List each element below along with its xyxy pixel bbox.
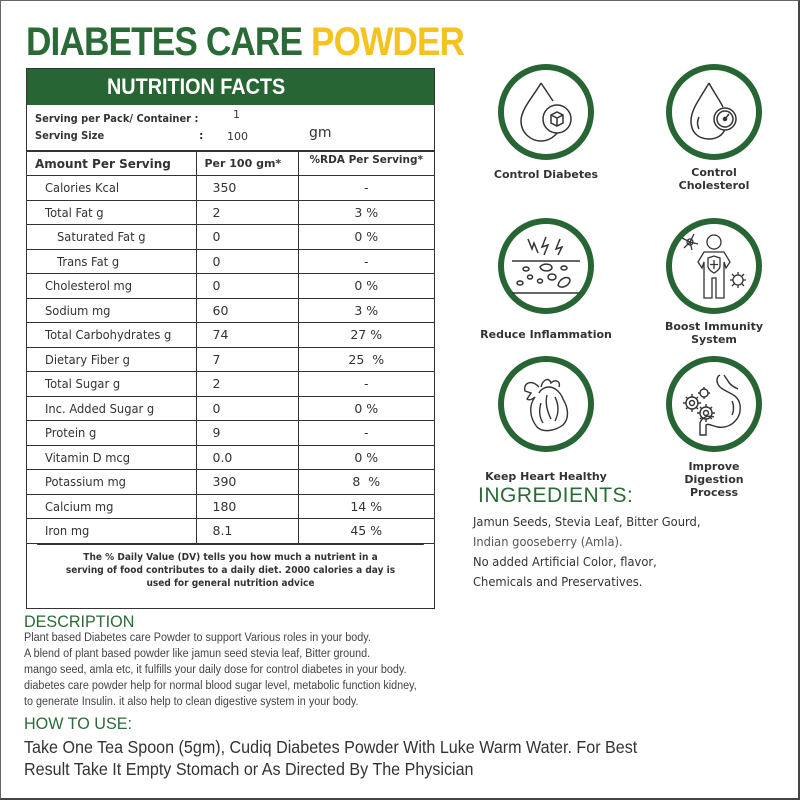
blood-drop-sugar-cube-icon: [498, 64, 594, 160]
nutrient-name: Calories Kcal: [27, 176, 196, 201]
table-row: [27, 519, 434, 544]
nutrient-name: Dietary Fiber g: [27, 347, 196, 372]
nutrient-rda: -: [298, 372, 434, 397]
nutrient-rda: 3 %: [298, 200, 434, 225]
ingredients-line: Jamun Seeds, Stevia Leaf, Bitter Gourd,: [473, 514, 701, 529]
how-to-use-heading: HOW TO USE:: [24, 714, 132, 733]
benefit-improve-digestion: [634, 356, 794, 499]
nutrition-facts-heading-text: NUTRITION FACTS: [107, 74, 286, 99]
nutrient-name: Cholesterol mg: [27, 274, 196, 299]
nutrient-rda: 25 %: [298, 347, 434, 372]
how-to-use-text: [24, 736, 744, 780]
stomach-gears-icon: [666, 356, 762, 452]
nutrient-rda: -: [298, 176, 434, 201]
nutrient-rda: 0 %: [298, 445, 434, 470]
nutrient-per100: 350: [196, 176, 298, 201]
serving-size-value: 100: [227, 130, 248, 143]
ingredients-line: Chemicals and Preservatives.: [473, 574, 643, 589]
ingredients-line: Indian gooseberry (Amla).: [473, 534, 623, 549]
nutrient-name: Sodium mg: [27, 298, 196, 323]
nutrient-per100: 60: [196, 298, 298, 323]
table-row: [27, 396, 434, 421]
serving-size-colon: :: [199, 129, 204, 142]
description-line: mango seed, amla etc, it fulfills your daily dose for control diabetes in your body.: [24, 664, 407, 676]
nutrient-per100: 0: [196, 225, 298, 250]
serving-per-pack-value: 1: [233, 108, 240, 121]
nutrient-rda: 14 %: [298, 494, 434, 519]
nutrient-rda: 27 %: [298, 323, 434, 348]
inflammation-icon: [498, 218, 594, 314]
nutrient-per100: 180: [196, 494, 298, 519]
daily-value-footnote: The % Daily Value (DV) tells you how much a nutrient in a serving of food contributes to a daily diet. 2000 calories a day is used for general nutrition advice: [37, 544, 424, 590]
table-row: [27, 372, 434, 397]
table-row: [27, 225, 434, 250]
nutrient-name: Protein g: [27, 421, 196, 446]
description-line: A blend of plant based powder like jamun seed stevia leaf, Bitter ground.: [24, 648, 371, 660]
nutrient-per100: 0: [196, 249, 298, 274]
description-text: [24, 630, 444, 710]
nutrition-facts-heading: [27, 69, 434, 105]
nutrient-per100: 390: [196, 470, 298, 495]
how-to-use-line: Result Take It Empty Stomach or As Directed By The Physician: [24, 759, 474, 779]
nutrient-name: Saturated Fat g: [27, 225, 196, 250]
nutrient-rda: -: [298, 421, 434, 446]
nutrient-name: Total Fat g: [27, 200, 196, 225]
table-row: [27, 249, 434, 274]
table-row: [27, 200, 434, 225]
ingredients-line: No added Artificial Color, flavor,: [473, 554, 657, 569]
nutrition-table: [27, 151, 434, 544]
table-header-row: [27, 152, 434, 176]
table-row: [27, 298, 434, 323]
nutrient-rda: 0 %: [298, 225, 434, 250]
benefit-label: Improve Digestion Process: [684, 460, 744, 499]
nutrient-per100: 9: [196, 421, 298, 446]
nutrient-name: Trans Fat g: [27, 249, 196, 274]
nutrient-per100: 74: [196, 323, 298, 348]
nutrient-per100: 2: [196, 200, 298, 225]
nutrient-name: Total Carbohydrates g: [27, 323, 196, 348]
nutrient-rda: 45 %: [298, 519, 434, 544]
description-line: to generate Insulin. it also help to clean digestive system in your body.: [24, 696, 359, 708]
serving-size-label: Serving Size: [35, 129, 105, 142]
ingredients-heading: INGREDIENTS:: [478, 484, 634, 507]
serving-per-pack-label: Serving per Pack/ Container :: [35, 112, 199, 125]
description-heading: DESCRIPTION: [24, 612, 135, 631]
nutrient-per100: 0.0: [196, 445, 298, 470]
benefit-keep-heart-healthy: [466, 356, 626, 483]
column-header-amount: Amount Per Serving: [27, 152, 196, 176]
nutrient-rda: 3 %: [298, 298, 434, 323]
table-row: [27, 347, 434, 372]
heart-icon: [498, 356, 594, 452]
nutrient-per100: 0: [196, 396, 298, 421]
blood-drop-gauge-icon: [666, 64, 762, 160]
description-line: Plant based Diabetes care Powder to support Various roles in your body.: [24, 632, 371, 644]
serving-info: [27, 105, 434, 151]
nutrient-per100: 8.1: [196, 519, 298, 544]
table-row: [27, 421, 434, 446]
table-row: [27, 445, 434, 470]
nutrient-name: Total Sugar g: [27, 372, 196, 397]
benefit-label: Control Diabetes: [493, 168, 599, 181]
nutrient-name: Inc. Added Sugar g: [27, 396, 196, 421]
nutrient-rda: 8 %: [298, 470, 434, 495]
table-row: [27, 274, 434, 299]
benefit-control-cholesterol: [634, 64, 794, 192]
product-title: [26, 20, 464, 65]
benefit-label: Control Cholesterol: [678, 166, 750, 192]
benefit-reduce-inflammation: [466, 218, 626, 341]
benefit-label: Keep Heart Healthy: [485, 470, 607, 483]
serving-size-unit: gm: [309, 125, 332, 141]
nutrient-name: Iron mg: [27, 519, 196, 544]
nutrient-rda: 0 %: [298, 274, 434, 299]
table-row: [27, 323, 434, 348]
nutrient-rda: 0 %: [298, 396, 434, 421]
benefit-label: Boost Immunity System: [664, 320, 763, 346]
benefit-boost-immunity: [634, 218, 794, 346]
ingredients-list: [473, 512, 720, 592]
benefit-control-diabetes: [466, 64, 626, 181]
nutrient-per100: 0: [196, 274, 298, 299]
title-part-2: POWDER: [310, 20, 465, 64]
table-row: [27, 494, 434, 519]
nutrient-per100: 2: [196, 372, 298, 397]
nutrient-name: Calcium mg: [27, 494, 196, 519]
how-to-use-line: Take One Tea Spoon (5gm), Cudiq Diabetes Powder With Luke Warm Water. For Best: [24, 737, 638, 757]
immunity-shield-person-icon: [666, 218, 762, 314]
description-line: diabetes care powder help for normal blood sugar level, metabolic function kidney,: [24, 680, 417, 692]
table-row: [27, 176, 434, 201]
nutrient-per100: 7: [196, 347, 298, 372]
benefit-label: Reduce Inflammation: [480, 328, 612, 341]
nutrient-name: Vitamin D mcg: [27, 445, 196, 470]
column-header-per100: Per 100 gm*: [196, 152, 298, 176]
nutrient-rda: -: [298, 249, 434, 274]
title-part-1: DIABETES CARE: [26, 20, 303, 64]
table-row: [27, 470, 434, 495]
nutrient-name: Potassium mg: [27, 470, 196, 495]
column-header-rda: %RDA Per Serving*: [298, 152, 434, 176]
nutrition-facts-panel: [26, 68, 435, 609]
